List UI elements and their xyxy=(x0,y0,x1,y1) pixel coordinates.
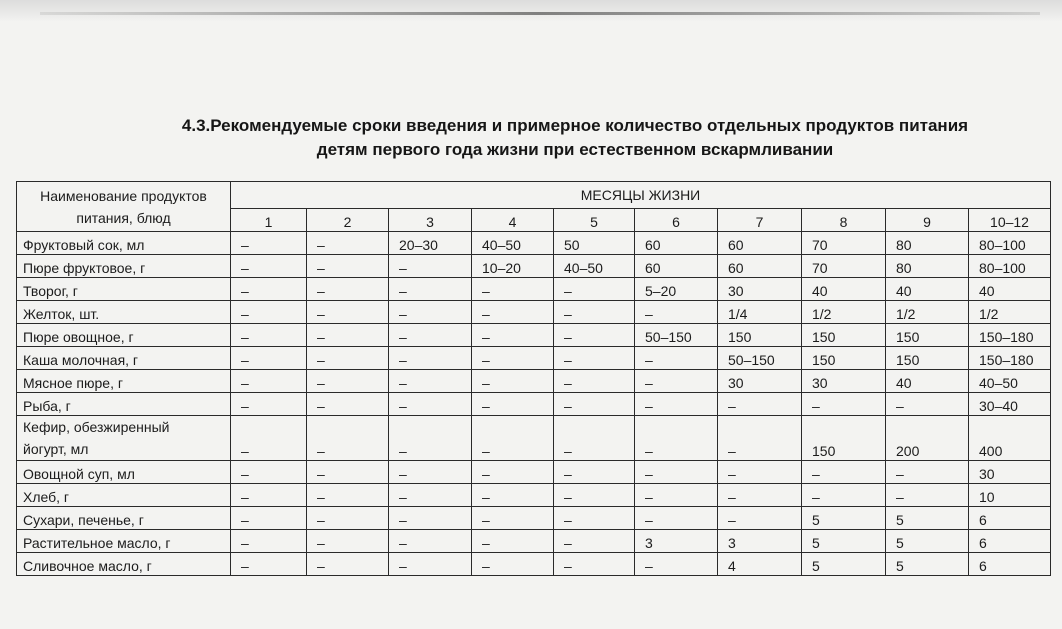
amount-cell: – xyxy=(472,301,554,324)
amount-cell: – xyxy=(307,507,389,530)
amount-cell: – xyxy=(231,255,307,278)
amount-cell: – xyxy=(307,393,389,416)
amount-cell: – xyxy=(231,393,307,416)
amount-cell: 4 xyxy=(718,553,802,576)
amount-cell: 30 xyxy=(802,370,886,393)
amount-cell: – xyxy=(231,232,307,255)
amount-cell: 5–20 xyxy=(635,278,718,301)
table-row xyxy=(17,507,1051,530)
amount-cell: – xyxy=(472,278,554,301)
amount-cell: – xyxy=(307,484,389,507)
amount-cell: – xyxy=(472,484,554,507)
amount-cell: – xyxy=(554,530,635,553)
amount-cell: 60 xyxy=(635,232,718,255)
table-row xyxy=(17,416,1051,461)
product-name-cell xyxy=(17,416,231,461)
amount-cell: – xyxy=(635,484,718,507)
amount-cell: – xyxy=(231,484,307,507)
amount-cell: 150–180 xyxy=(969,324,1051,347)
amount-cell: 150 xyxy=(802,347,886,370)
amount-cell: 10 xyxy=(969,484,1051,507)
amount-cell: 40 xyxy=(886,370,969,393)
product-name-cell: Сливочное масло, г xyxy=(17,553,231,576)
amount-cell: – xyxy=(307,347,389,370)
amount-cell: – xyxy=(389,393,472,416)
month-header: 5 xyxy=(554,209,635,232)
table-row xyxy=(17,553,1051,576)
amount-cell: 3 xyxy=(718,530,802,553)
amount-cell: 1/2 xyxy=(802,301,886,324)
amount-cell: – xyxy=(389,347,472,370)
amount-cell: – xyxy=(472,507,554,530)
product-name-cell: Пюре овощное, г xyxy=(17,324,231,347)
amount-cell: – xyxy=(231,324,307,347)
amount-cell: 5 xyxy=(886,530,969,553)
product-name-cell: Творог, г xyxy=(17,278,231,301)
amount-cell: – xyxy=(554,393,635,416)
amount-cell: 6 xyxy=(969,507,1051,530)
amount-cell: 5 xyxy=(886,507,969,530)
month-header: 3 xyxy=(389,209,472,232)
scan-shadow-band xyxy=(0,0,1062,22)
amount-cell: – xyxy=(389,507,472,530)
months-group-header: МЕСЯЦЫ ЖИЗНИ xyxy=(231,182,1051,209)
amount-cell: 1/2 xyxy=(969,301,1051,324)
amount-cell: – xyxy=(307,278,389,301)
amount-cell: 5 xyxy=(802,530,886,553)
product-name-cell: Пюре фруктовое, г xyxy=(17,255,231,278)
table-row xyxy=(17,255,1051,278)
amount-cell: 150 xyxy=(718,324,802,347)
amount-cell: – xyxy=(231,507,307,530)
amount-cell: – xyxy=(389,278,472,301)
amount-cell: 150–180 xyxy=(969,347,1051,370)
amount-cell: – xyxy=(802,461,886,484)
amount-cell: – xyxy=(472,393,554,416)
amount-cell: – xyxy=(389,301,472,324)
product-name-cell: Овощной суп, мл xyxy=(17,461,231,484)
amount-cell: – xyxy=(635,301,718,324)
amount-cell: – xyxy=(231,416,307,461)
amount-cell: – xyxy=(389,553,472,576)
amount-cell: – xyxy=(718,393,802,416)
amount-cell: – xyxy=(307,370,389,393)
amount-cell: – xyxy=(554,347,635,370)
amount-cell: 150 xyxy=(802,324,886,347)
month-header: 6 xyxy=(635,209,718,232)
product-name-cell: Растительное масло, г xyxy=(17,530,231,553)
amount-cell: 80 xyxy=(886,232,969,255)
amount-cell: – xyxy=(635,370,718,393)
amount-cell: 5 xyxy=(802,553,886,576)
amount-cell: – xyxy=(886,484,969,507)
table-row xyxy=(17,232,1051,255)
product-name-cell: Хлеб, г xyxy=(17,484,231,507)
amount-cell: 30 xyxy=(969,461,1051,484)
amount-cell: 60 xyxy=(718,255,802,278)
month-header: 1 xyxy=(231,209,307,232)
amount-cell: – xyxy=(389,530,472,553)
month-header: 2 xyxy=(307,209,389,232)
amount-cell: – xyxy=(231,461,307,484)
header-row-1 xyxy=(17,182,1051,209)
amount-cell: – xyxy=(554,416,635,461)
amount-cell: – xyxy=(307,530,389,553)
amount-cell: – xyxy=(635,416,718,461)
amount-cell: – xyxy=(307,255,389,278)
product-name-line: йогурт, мл xyxy=(23,441,89,457)
amount-cell: 60 xyxy=(718,232,802,255)
month-header: 8 xyxy=(802,209,886,232)
amount-cell: – xyxy=(472,530,554,553)
amount-cell: 30 xyxy=(718,278,802,301)
product-name-cell: Каша молочная, г xyxy=(17,347,231,370)
scan-edge-line xyxy=(40,12,1040,15)
amount-cell: 10–20 xyxy=(472,255,554,278)
amount-cell: – xyxy=(307,301,389,324)
amount-cell: – xyxy=(635,461,718,484)
feeding-table xyxy=(16,181,1051,576)
row-header-cell xyxy=(17,182,231,232)
amount-cell: – xyxy=(389,461,472,484)
amount-cell: – xyxy=(554,553,635,576)
amount-cell: – xyxy=(307,416,389,461)
month-header: 7 xyxy=(718,209,802,232)
amount-cell: 40 xyxy=(802,278,886,301)
amount-cell: 200 xyxy=(886,416,969,461)
table-row xyxy=(17,393,1051,416)
amount-cell: – xyxy=(554,324,635,347)
amount-cell: 3 xyxy=(635,530,718,553)
amount-cell: – xyxy=(472,553,554,576)
amount-cell: 40–50 xyxy=(472,232,554,255)
amount-cell: – xyxy=(307,553,389,576)
amount-cell: – xyxy=(635,553,718,576)
amount-cell: – xyxy=(635,347,718,370)
amount-cell: 70 xyxy=(802,255,886,278)
amount-cell: 30 xyxy=(718,370,802,393)
month-header: 10–12 xyxy=(969,209,1051,232)
amount-cell: 50 xyxy=(554,232,635,255)
amount-cell: 150 xyxy=(886,347,969,370)
amount-cell: – xyxy=(472,416,554,461)
amount-cell: – xyxy=(472,461,554,484)
product-name-cell: Фруктовый сок, мл xyxy=(17,232,231,255)
amount-cell: – xyxy=(472,324,554,347)
amount-cell: – xyxy=(802,393,886,416)
amount-cell: – xyxy=(231,370,307,393)
amount-cell: 5 xyxy=(886,553,969,576)
amount-cell: – xyxy=(718,507,802,530)
amount-cell: – xyxy=(554,461,635,484)
amount-cell: – xyxy=(231,347,307,370)
amount-cell: – xyxy=(231,553,307,576)
amount-cell: 80–100 xyxy=(969,232,1051,255)
amount-cell: 50–150 xyxy=(718,347,802,370)
amount-cell: – xyxy=(886,461,969,484)
amount-cell: 80 xyxy=(886,255,969,278)
amount-cell: – xyxy=(231,530,307,553)
table-row xyxy=(17,370,1051,393)
amount-cell: 40–50 xyxy=(969,370,1051,393)
amount-cell: – xyxy=(718,484,802,507)
amount-cell: – xyxy=(802,484,886,507)
table-row xyxy=(17,324,1051,347)
amount-cell: – xyxy=(718,461,802,484)
amount-cell: 60 xyxy=(635,255,718,278)
amount-cell: 1/4 xyxy=(718,301,802,324)
amount-cell: – xyxy=(554,370,635,393)
amount-cell: – xyxy=(231,278,307,301)
amount-cell: – xyxy=(389,255,472,278)
table-row xyxy=(17,278,1051,301)
product-name-cell: Желток, шт. xyxy=(17,301,231,324)
amount-cell: – xyxy=(389,416,472,461)
amount-cell: – xyxy=(635,393,718,416)
amount-cell: 6 xyxy=(969,553,1051,576)
amount-cell: – xyxy=(307,232,389,255)
amount-cell: – xyxy=(554,484,635,507)
amount-cell: – xyxy=(231,301,307,324)
table-body xyxy=(17,182,1051,576)
page-title xyxy=(100,114,1050,162)
amount-cell: 150 xyxy=(886,324,969,347)
product-name-cell: Мясное пюре, г xyxy=(17,370,231,393)
amount-cell: 5 xyxy=(802,507,886,530)
table-row xyxy=(17,530,1051,553)
product-name-line: Кефир, обезжиренный xyxy=(23,419,170,435)
amount-cell: – xyxy=(472,347,554,370)
amount-cell: – xyxy=(554,507,635,530)
amount-cell: 30–40 xyxy=(969,393,1051,416)
table-row xyxy=(17,347,1051,370)
amount-cell: – xyxy=(554,278,635,301)
amount-cell: 70 xyxy=(802,232,886,255)
amount-cell: – xyxy=(307,324,389,347)
month-header: 4 xyxy=(472,209,554,232)
table-row xyxy=(17,301,1051,324)
amount-cell: – xyxy=(389,324,472,347)
amount-cell: 40 xyxy=(969,278,1051,301)
amount-cell: – xyxy=(886,393,969,416)
amount-cell: – xyxy=(554,301,635,324)
row-header-line-1: Наименование продуктов xyxy=(40,187,207,204)
amount-cell: – xyxy=(472,370,554,393)
amount-cell: – xyxy=(307,461,389,484)
amount-cell: – xyxy=(635,507,718,530)
amount-cell: 6 xyxy=(969,530,1051,553)
title-line-1: 4.3.Рекомендуемые сроки введения и примерное количество отдельных продуктов питания xyxy=(181,116,969,135)
product-name-cell: Сухари, печенье, г xyxy=(17,507,231,530)
amount-cell: – xyxy=(389,370,472,393)
amount-cell: 1/2 xyxy=(886,301,969,324)
amount-cell: 40–50 xyxy=(554,255,635,278)
amount-cell: – xyxy=(718,416,802,461)
table-row xyxy=(17,484,1051,507)
amount-cell: 40 xyxy=(886,278,969,301)
amount-cell: 80–100 xyxy=(969,255,1051,278)
amount-cell: 20–30 xyxy=(389,232,472,255)
row-header-line-2: питания, блюд xyxy=(76,209,171,226)
amount-cell: 50–150 xyxy=(635,324,718,347)
table-row xyxy=(17,461,1051,484)
amount-cell: 400 xyxy=(969,416,1051,461)
amount-cell: – xyxy=(389,484,472,507)
amount-cell: 150 xyxy=(802,416,886,461)
product-name-cell: Рыба, г xyxy=(17,393,231,416)
title-line-2: детям первого года жизни при естественном вскармливании xyxy=(316,140,834,159)
month-header: 9 xyxy=(886,209,969,232)
